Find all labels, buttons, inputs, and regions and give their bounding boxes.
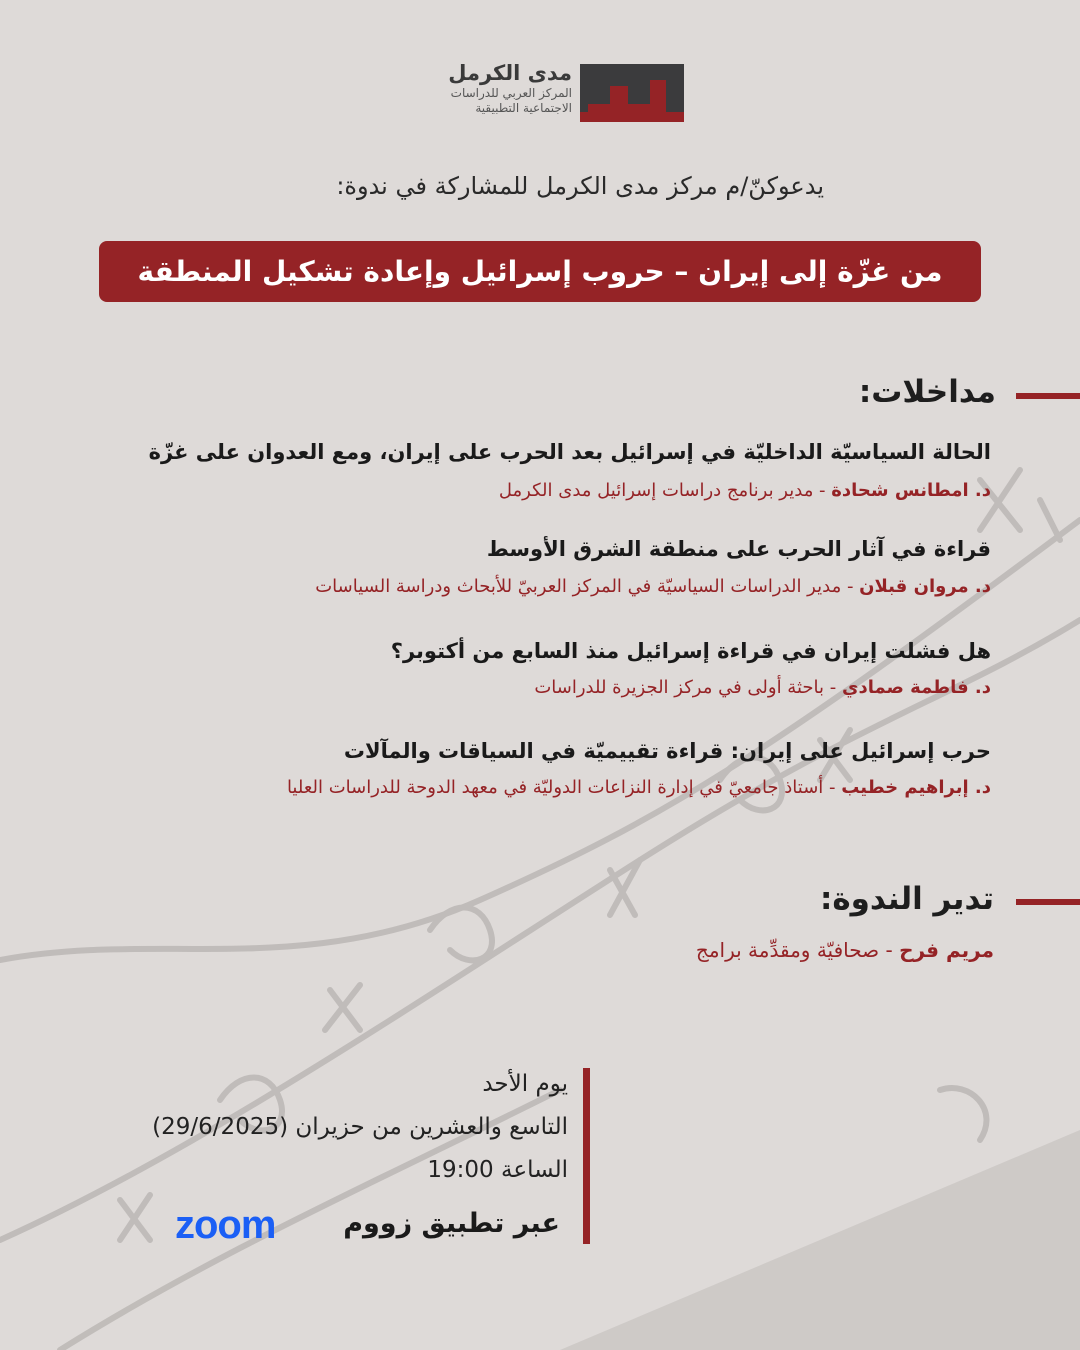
logo-mark	[580, 64, 684, 122]
title-banner	[99, 241, 981, 302]
zoom-logo: zoom	[175, 1203, 276, 1247]
logo-icon	[580, 64, 684, 122]
moderator-heading: تدير الندوة:	[819, 881, 994, 917]
event-time: الساعة 19:00	[427, 1157, 568, 1183]
event-date: التاسع والعشرين من حزيران (29/6/2025)	[152, 1114, 568, 1140]
moderator-role: - صحافيّة ومقدِّمة برامج	[695, 938, 900, 962]
talk-speaker-3	[41, 677, 991, 698]
speaker-role-4: - أستاذ جامعيّ في إدارة النزاعات الدوليّة في معهد الدوحة للدراسات العليا	[286, 777, 842, 798]
talk-title-4: حرب إسرائيل على إيران: قراءة تقييميّة في السياقات والمآلات	[343, 739, 991, 763]
talk-title-1: الحالة السياسيّة الداخليّة في إسرائيل بعد الحرب على إيران، ومع العدوان على غزّة	[148, 440, 991, 464]
date-accent-bar	[583, 1068, 590, 1244]
talk-title-2: قراءة في آثار الحرب على منطقة الشرق الأوسط	[486, 537, 991, 561]
talk-speaker-4	[41, 777, 991, 798]
speaker-role-2: - مدير الدراسات السياسيّة في المركز العربيّ للأبحاث ودراسة السياسات	[315, 576, 860, 597]
event-day: يوم الأحد	[482, 1071, 568, 1097]
talks-heading: مداخلات:	[858, 374, 996, 410]
logo-name: مدى الكرمل	[448, 61, 572, 85]
speaker-name-3: د. فاطمة صمادي	[841, 677, 991, 698]
moderator-accent-bar	[1016, 899, 1080, 905]
speaker-role-3: - باحثة أولى في مركز الجزيرة للدراسات	[534, 677, 842, 698]
invitation-text: يدعوكنّ/م مركز مدى الكرمل للمشاركة في ندوة:	[336, 172, 824, 200]
logo-text	[448, 60, 572, 116]
speaker-role-1: - مدير برنامج دراسات إسرائيل مدى الكرمل	[498, 480, 832, 501]
speaker-name-2: د. مروان قبلان	[859, 576, 991, 597]
talk-title-3: هل فشلت إيران في قراءة إسرائيل منذ السابع من أكتوبر؟	[390, 639, 991, 663]
speaker-name-4: د. إبراهيم خطيب	[841, 777, 991, 798]
talk-speaker-1	[41, 480, 991, 501]
logo-subtitle-1: المركز العربي للدراسات	[450, 86, 572, 100]
talk-speaker-2	[41, 576, 991, 597]
moderator-name: مريم فرح	[899, 938, 994, 962]
heading-accent-bar	[1016, 393, 1080, 399]
event-title: من غزّة إلى إيران – حروب إسرائيل وإعادة تشكيل المنطقة	[137, 255, 943, 288]
speaker-name-1: د. امطانس شحادة	[831, 480, 991, 501]
moderator-line	[44, 938, 994, 962]
event-platform: عبر تطبيق زووم	[343, 1208, 560, 1239]
logo-subtitle-2: الاجتماعية التطبيقية	[475, 101, 572, 115]
